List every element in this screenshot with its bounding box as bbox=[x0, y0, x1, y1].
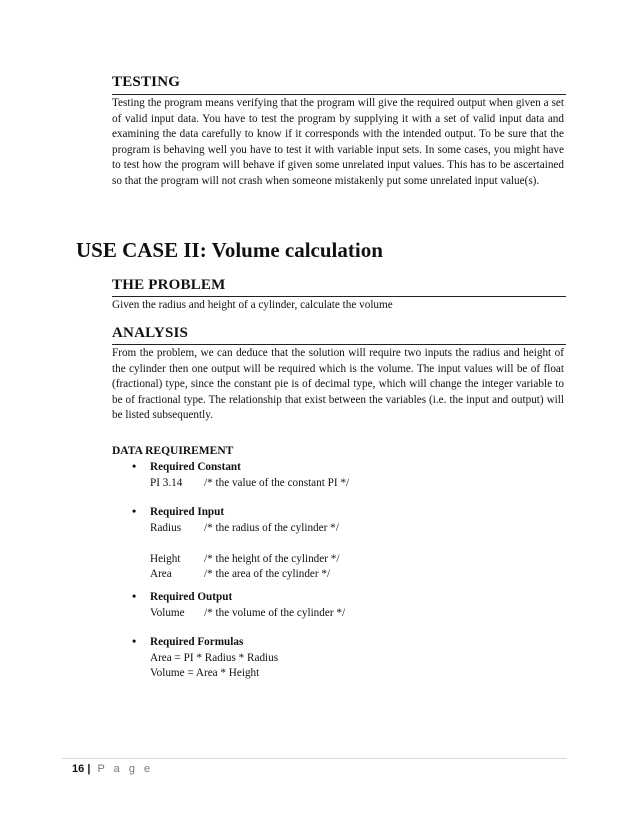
problem-heading: THE PROBLEM bbox=[112, 277, 226, 293]
required-input-label: Required Input bbox=[150, 506, 225, 518]
footer-divider bbox=[62, 758, 567, 759]
variable-comment: /* the value of the constant PI */ bbox=[204, 476, 350, 489]
list-item bbox=[112, 521, 339, 537]
problem-paragraph: Given the radius and height of a cylinder, calculate the volume bbox=[112, 299, 393, 311]
variable-name: Radius bbox=[150, 521, 182, 534]
required-output-heading bbox=[112, 590, 345, 606]
list-item bbox=[112, 552, 339, 568]
required-output-label: Required Output bbox=[150, 591, 233, 603]
page-number: 16 bbox=[72, 763, 85, 775]
list-item bbox=[112, 476, 349, 492]
required-formulas-label: Required Formulas bbox=[150, 636, 244, 648]
required-input-heading bbox=[112, 505, 339, 521]
bullet-icon: • bbox=[132, 634, 137, 648]
variable-comment: /* the area of the cylinder */ bbox=[204, 568, 331, 581]
problem-rule bbox=[112, 296, 566, 297]
bullet-icon: • bbox=[132, 504, 137, 518]
analysis-heading: ANALYSIS bbox=[112, 325, 189, 341]
required-constant-block bbox=[112, 460, 349, 491]
data-requirement-title: DATA REQUIREMENT bbox=[112, 445, 234, 457]
footer-separator: | bbox=[87, 763, 91, 775]
variable-comment: /* the height of the cylinder */ bbox=[204, 552, 340, 565]
variable-name: Volume bbox=[150, 606, 185, 619]
required-formulas-heading bbox=[112, 635, 278, 651]
testing-rule bbox=[112, 94, 566, 95]
variable-name: Height bbox=[150, 552, 181, 565]
list-item bbox=[112, 606, 345, 622]
required-formulas-block bbox=[112, 635, 278, 682]
testing-heading: TESTING bbox=[112, 74, 181, 90]
formula-line: Area = PI * Radius * Radius bbox=[150, 651, 279, 664]
variable-comment: /* the volume of the cylinder */ bbox=[204, 606, 346, 619]
required-constant-heading bbox=[112, 460, 349, 476]
required-constant-label: Required Constant bbox=[150, 461, 241, 473]
testing-paragraph: Testing the program means verifying that the program will give the required output when given a set of valid input data. You have to test the program by supplying it with a set of valid input data and examining the data carefully to know if it corresponds with the intended output. To be sure that the program is behaving well you have to test it with variable input sets. In some cases, you might have to test how the program will behave if given some unrelated input values. This has to be ascertained so that the program will not crash when someone mistakenly put some unrelated input value(s). bbox=[112, 97, 564, 187]
analysis-rule bbox=[112, 344, 566, 345]
required-output-block bbox=[112, 590, 345, 621]
list-item bbox=[112, 567, 339, 583]
page-footer bbox=[72, 763, 153, 775]
use-case-title: USE CASE II: Volume calculation bbox=[76, 238, 383, 262]
analysis-paragraph: From the problem, we can deduce that the solution will require two inputs the radius and height of the cylinder then one output will be required which is the volume. The input values will be of float (fractional) type, since the constant pie is of decimal type, which will change the integer variable to be of fractional type. The relationship that exist between the variables (i.e. the input and output) will be listed subsequently. bbox=[112, 347, 564, 422]
variable-name: PI 3.14 bbox=[150, 476, 183, 489]
required-input-block bbox=[112, 505, 339, 583]
bullet-icon: • bbox=[132, 459, 137, 473]
variable-comment: /* the radius of the cylinder */ bbox=[204, 521, 339, 534]
page-label: P a g e bbox=[97, 763, 154, 775]
variable-name: Area bbox=[150, 568, 172, 581]
bullet-icon: • bbox=[132, 589, 137, 603]
formula-line: Volume = Area * Height bbox=[150, 667, 260, 680]
